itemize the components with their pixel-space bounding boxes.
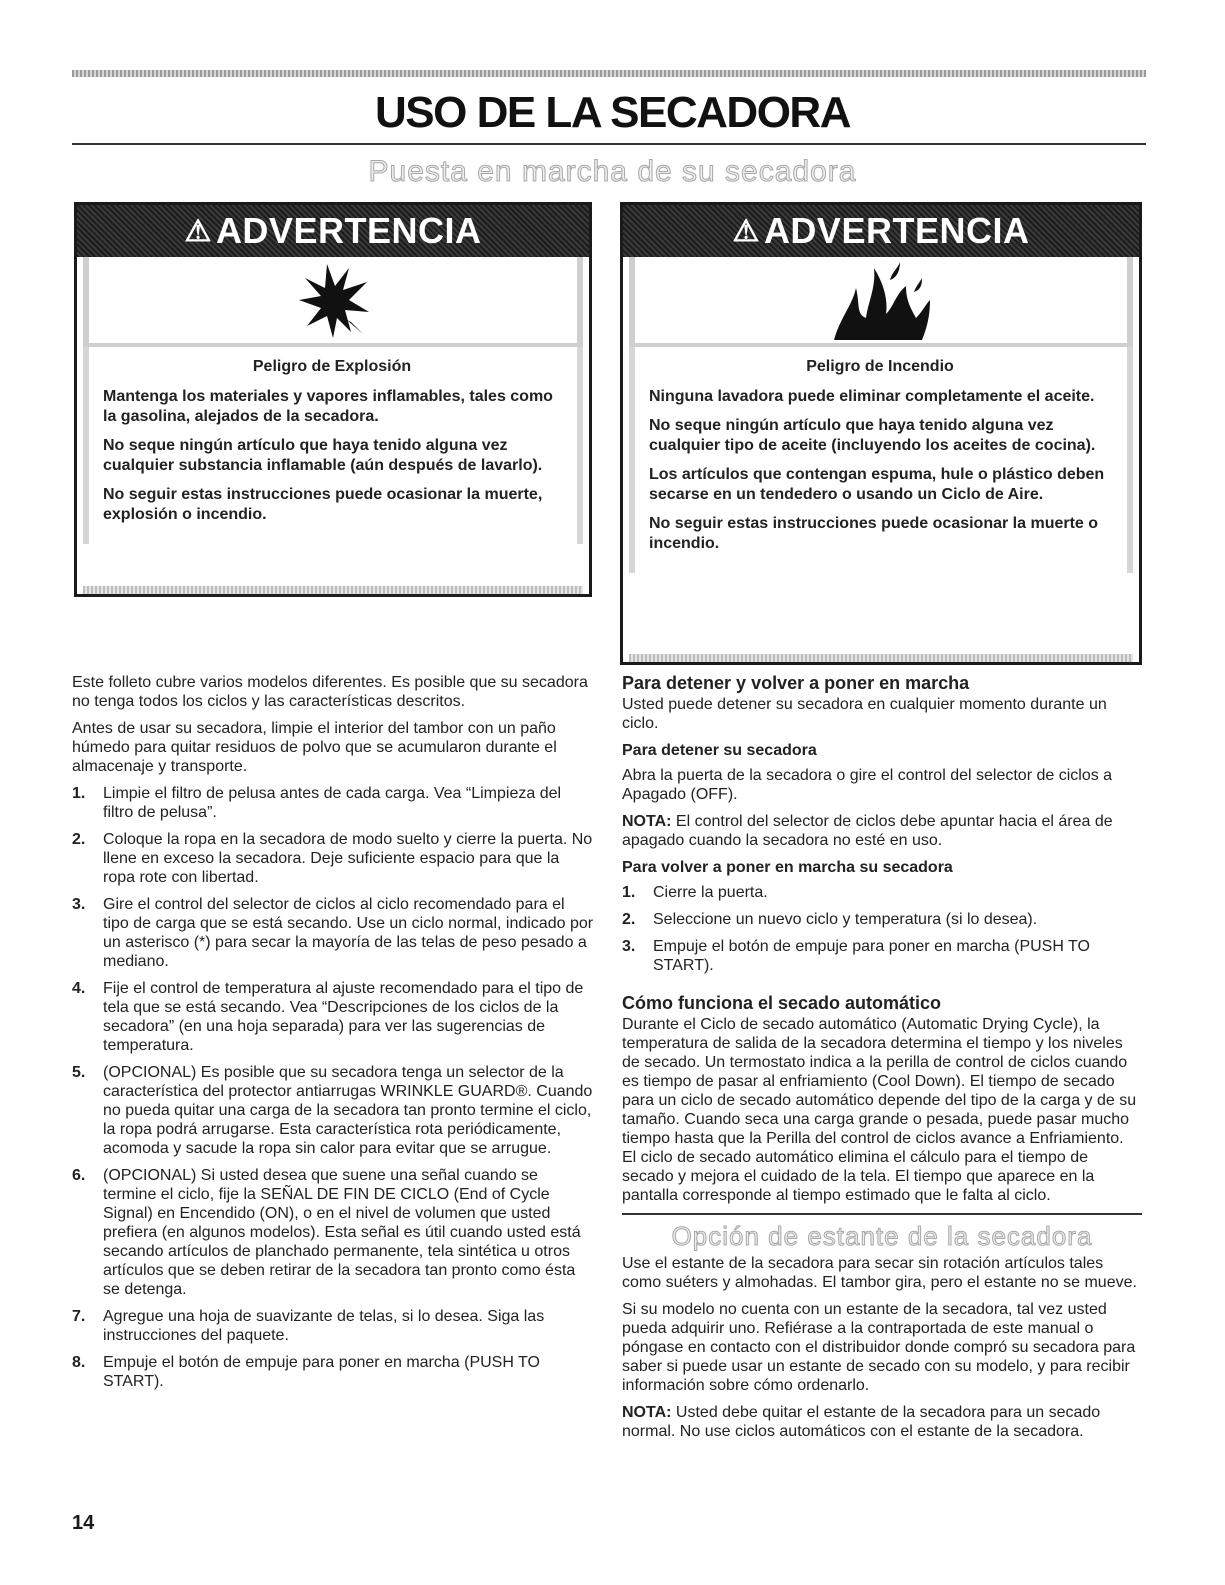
right-column xyxy=(622,673,1142,1449)
stop-subheading: Para detener su secadora xyxy=(622,742,817,759)
page-title: USO DE LA SECADORA xyxy=(375,88,850,137)
list-item xyxy=(622,937,1142,975)
warning-header xyxy=(623,205,1139,257)
step-number: 3. xyxy=(72,896,86,913)
list-item xyxy=(72,895,594,971)
list-item xyxy=(72,1166,594,1299)
hazard-title: Peligro de Explosión xyxy=(252,358,412,375)
step-number: 2. xyxy=(72,831,86,848)
step-text: (OPCIONAL) Es posible que su secadora tenga un selector de la característica del protector antiarrugas WRINKLE GUARD®. Cuando no pueda quitar una carga de la secadora tan pronto termine el ciclo, la ropa podrá arrugarse. Esta característica rota periódicamente, acomoda y sacude la ropa sin calor para evitar que se arrugue. xyxy=(103,1064,593,1157)
fire-icon xyxy=(826,258,936,342)
step-text: Fije el control de temperatura al ajuste recomendado para el tipo de tela que se está secando. Vea “Descripciones de los ciclos de la secadora” (en una hoja separada) para ver las sugerencias de temperatura. xyxy=(103,980,584,1054)
note-text: El control del selector de ciclos debe apuntar hacia el área de apagado cuando la secadora no esté en uso. xyxy=(622,813,1113,849)
list-item xyxy=(72,1353,594,1391)
left-column xyxy=(72,673,594,1399)
rack-paragraph: Si su modelo no cuenta con un estante de la secadora, tal vez usted pueda adquirir uno. Refiérase a la contraportada de este manual o póngase en contacto con el distribuidor donde compró su secadora para saber si puede usar un estante de secado con su modelo, y para recibir información sobre cómo ordenarlo. xyxy=(622,1301,1136,1394)
list-item xyxy=(622,910,1142,929)
step-text: Empuje el botón de empuje para poner en marcha (PUSH TO START). xyxy=(103,1354,540,1390)
step-number: 1. xyxy=(72,785,86,802)
note-paragraph xyxy=(622,812,1142,850)
section-rule xyxy=(622,1213,1142,1215)
warning-bottom-border xyxy=(629,654,1133,662)
step-text: Coloque la ropa en la secadora de modo suelto y cierre la puerta. No llene en exceso la secadora. Deje suficiente espacio para que la ropa rote con libertad. xyxy=(103,831,593,886)
warning-paragraph: No seguir estas instrucciones puede ocasionar la muerte o incendio. xyxy=(649,515,1099,552)
warning-paragraph: No seguir estas instrucciones puede ocasionar la muerte, explosión o incendio. xyxy=(103,486,543,523)
warning-triangle-icon: ⚠ xyxy=(184,214,212,248)
step-number: 6. xyxy=(72,1167,86,1184)
step-number: 5. xyxy=(72,1064,86,1081)
warning-box-fire xyxy=(620,202,1142,665)
warning-box-explosion xyxy=(74,202,592,597)
step-number: 8. xyxy=(72,1354,86,1371)
step-number: 7. xyxy=(72,1308,86,1325)
page-number: 14 xyxy=(72,1512,95,1534)
list-item xyxy=(72,784,594,822)
hazard-title: Peligro de Incendio xyxy=(806,358,954,375)
steps-list xyxy=(72,784,594,1391)
hazard-pictogram-area xyxy=(83,257,583,347)
step-number: 1. xyxy=(622,884,636,901)
restart-subheading: Para volver a poner en marcha su secadora xyxy=(622,859,953,876)
hazard-pictogram-area xyxy=(629,257,1133,347)
step-number: 2. xyxy=(622,911,636,928)
warning-header-label: ADVERTENCIA xyxy=(763,210,1030,251)
warning-paragraph: No seque ningún artículo que haya tenido alguna vez cualquier substancia inflamable (aún después de lavarlo). xyxy=(103,437,543,474)
rack-paragraph: Use el estante de la secadora para secar sin rotación artículos tales como suéters y almohadas. El tambor gira, pero el estante no se mueve. xyxy=(622,1255,1137,1291)
list-item xyxy=(622,883,1142,902)
warning-paragraph: No seque ningún artículo que haya tenido alguna vez cualquier tipo de aceite (incluyendo los aceites de cocina). xyxy=(649,417,1096,454)
list-item xyxy=(72,979,594,1055)
warning-bottom-border xyxy=(83,586,583,594)
restart-steps-list xyxy=(622,883,1142,975)
step-text: Agregue una hoja de suavizante de telas, si lo desea. Siga las instrucciones del paquete. xyxy=(103,1308,545,1344)
step-text: (OPCIONAL) Si usted desea que suene una señal cuando se termine el ciclo, fije la SEÑAL DE FIN DE CICLO (End of Cycle Signal) en Encendido (ON), o en el nivel de volumen que usted prefiera (en algunos modelos). Esta señal es útil cuando usted está secando artículos de planchado permanente, tela sintética u otros artículos que se deben retirar de la secadora tan pronto como ésta se detenga. xyxy=(103,1167,581,1298)
list-item xyxy=(72,1063,594,1158)
note-paragraph xyxy=(622,1403,1142,1441)
step-text: Limpie el filtro de pelusa antes de cada carga. Vea “Limpieza del filtro de pelusa”. xyxy=(103,785,562,821)
step-text: Gire el control del selector de ciclos al ciclo recomendado para el tipo de carga que se está secando. Use un ciclo normal, indicado por un asterisco (*) para secar la mayoría de las telas de peso pesado a mediano. xyxy=(103,896,594,970)
auto-dry-text: Durante el Ciclo de secado automático (Automatic Drying Cycle), la temperatura de salida de la secadora determina el tiempo y los niveles de secado. Un termostato indica a la perilla de control de ciclos cuando es tiempo de pasar al enfriamiento (Cool Down). El tiempo de secado para un ciclo de secado automático depende del tipo de la carga y de su tamaño. Cuando seca una carga grande o pesada, puede pasar mucho tiempo hasta que la Perilla del control de ciclos avance a Enfriamiento. El ciclo de secado automático elimina el cálculo para el tiempo de secado y mejora el cuidado de la tela. El tiempo que aparece en la pantalla corresponde al tiempo estimado que le falta al ciclo. xyxy=(622,1016,1137,1204)
warning-header-label: ADVERTENCIA xyxy=(215,210,482,251)
stop-text: Abra la puerta de la secadora o gire el control del selector de ciclos a Apagado (OFF). xyxy=(622,767,1113,803)
warning-paragraph: Mantenga los materiales y vapores inflamables, tales como la gasolina, alejados de la secadora. xyxy=(103,388,553,425)
step-text: Cierre la puerta. xyxy=(653,884,768,901)
stop-intro: Usted puede detener su secadora en cualquier momento durante un ciclo. xyxy=(622,696,1107,732)
note-text: Usted debe quitar el estante de la secadora para un secado normal. No use ciclos automáticos con el estante de la secadora. xyxy=(622,1404,1101,1440)
note-label: NOTA: xyxy=(622,1404,672,1421)
list-item xyxy=(72,1307,594,1345)
list-item xyxy=(72,830,594,887)
note-label: NOTA: xyxy=(622,813,672,830)
intro-paragraph: Este folleto cubre varios modelos diferentes. Es posible que su secadora no tenga todos los ciclos y las características descritos. xyxy=(72,674,588,710)
title-rule xyxy=(72,143,1146,145)
step-text: Seleccione un nuevo ciclo y temperatura (si lo desea). xyxy=(653,911,1038,928)
explosion-icon xyxy=(293,260,373,340)
warning-paragraph: Ninguna lavadora puede eliminar completamente el aceite. xyxy=(649,388,1095,405)
step-number: 4. xyxy=(72,980,86,997)
step-text: Empuje el botón de empuje para poner en marcha (PUSH TO START). xyxy=(653,938,1090,974)
stop-restart-heading: Para detener y volver a poner en marcha xyxy=(622,673,970,693)
warning-triangle-icon: ⚠ xyxy=(732,214,760,248)
top-decorative-rule xyxy=(72,70,1146,77)
auto-dry-heading: Cómo funciona el secado automático xyxy=(622,993,942,1013)
warning-paragraph: Los artículos que contengan espuma, hule o plástico deben secarse en un tendedero o usando un Ciclo de Aire. xyxy=(649,466,1105,503)
step-number: 3. xyxy=(622,938,636,955)
warning-header xyxy=(77,205,589,257)
section-heading: Puesta en marcha de su secadora xyxy=(368,155,857,188)
warning-text xyxy=(629,347,1133,573)
intro-paragraph: Antes de usar su secadora, limpie el interior del tambor con un paño húmedo para quitar residuos de polvo que se acumularon durante el almacenaje y transporte. xyxy=(72,720,557,775)
rack-section-heading: Opción de estante de la secadora xyxy=(671,1221,1093,1251)
warning-text xyxy=(83,347,583,544)
